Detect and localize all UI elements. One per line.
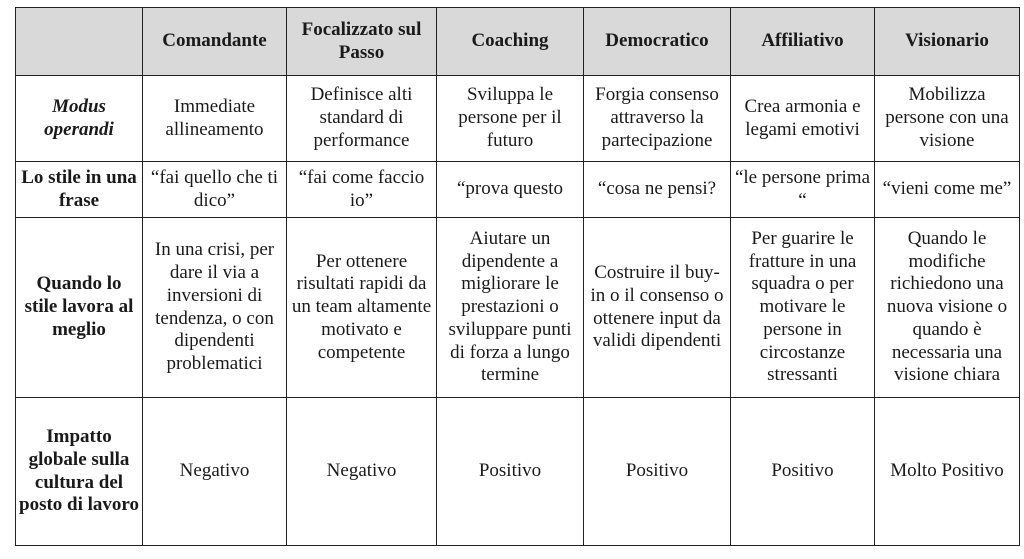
corner-cell: [16, 8, 143, 76]
table-cell: In una crisi, per dare il via a inversioni di tendenza, o con dipendenti problematici: [143, 218, 287, 398]
column-header-coaching: Coaching: [437, 8, 584, 76]
table-cell: “le persone prima “: [731, 162, 875, 218]
header-row: [16, 8, 1020, 76]
table-row-stile-in-una-frase: [16, 162, 1020, 218]
table-cell: Immediate allineamento: [143, 76, 287, 162]
table-cell: Per guarire le fratture in una squadra o per motivare le persone in circostanze stressanti: [731, 218, 875, 398]
table-cell: Definisce alti standard di performance: [287, 76, 437, 162]
column-header-democratico: Democratico: [584, 8, 731, 76]
table-cell: Aiutare un dipendente a migliorare le prestazioni o sviluppare punti di forza a lungo termine: [437, 218, 584, 398]
table-cell: Costruire il buy-in o il consenso o ottenere input da validi dipendenti: [584, 218, 731, 398]
table-cell: “prova questo: [437, 162, 584, 218]
table-cell: Negativo: [143, 398, 287, 546]
table-cell: Per ottenere risultati rapidi da un team altamente motivato e competente: [287, 218, 437, 398]
table-cell: Positivo: [731, 398, 875, 546]
table-cell: Negativo: [287, 398, 437, 546]
column-header-comandante: Comandante: [143, 8, 287, 76]
column-header-visionario: Visionario: [875, 8, 1020, 76]
table-row-impatto-globale: [16, 398, 1020, 546]
table-cell: Sviluppa le persone per il futuro: [437, 76, 584, 162]
row-header-modus-operandi: Modus operandi: [16, 76, 143, 162]
table-row-quando-lo-stile-lavora: [16, 218, 1020, 398]
table-cell: Crea armonia e legami emotivi: [731, 76, 875, 162]
leadership-styles-table: [15, 7, 1020, 546]
row-header-stile-in-una-frase: Lo stile in una frase: [16, 162, 143, 218]
column-header-affiliativo: Affiliativo: [731, 8, 875, 76]
table-cell: Positivo: [584, 398, 731, 546]
table-cell: “fai come faccio io”: [287, 162, 437, 218]
column-header-focalizzato-sul-passo: Focalizzato sul Passo: [287, 8, 437, 76]
table-cell: Forgia consenso attraverso la partecipazione: [584, 76, 731, 162]
table-cell: “vieni come me”: [875, 162, 1020, 218]
row-header-impatto-globale: Impatto globale sulla cultura del posto di lavoro: [16, 398, 143, 546]
row-header-quando-lo-stile-lavora: Quando lo stile lavora al meglio: [16, 218, 143, 398]
table-cell: “cosa ne pensi?: [584, 162, 731, 218]
table-cell: Quando le modifiche richiedono una nuova visione o quando è necessaria una visione chiara: [875, 218, 1020, 398]
table-cell: Mobilizza persone con una visione: [875, 76, 1020, 162]
table-row-modus-operandi: [16, 76, 1020, 162]
table-cell: Positivo: [437, 398, 584, 546]
table-cell: Molto Positivo: [875, 398, 1020, 546]
table-cell: “fai quello che ti dico”: [143, 162, 287, 218]
